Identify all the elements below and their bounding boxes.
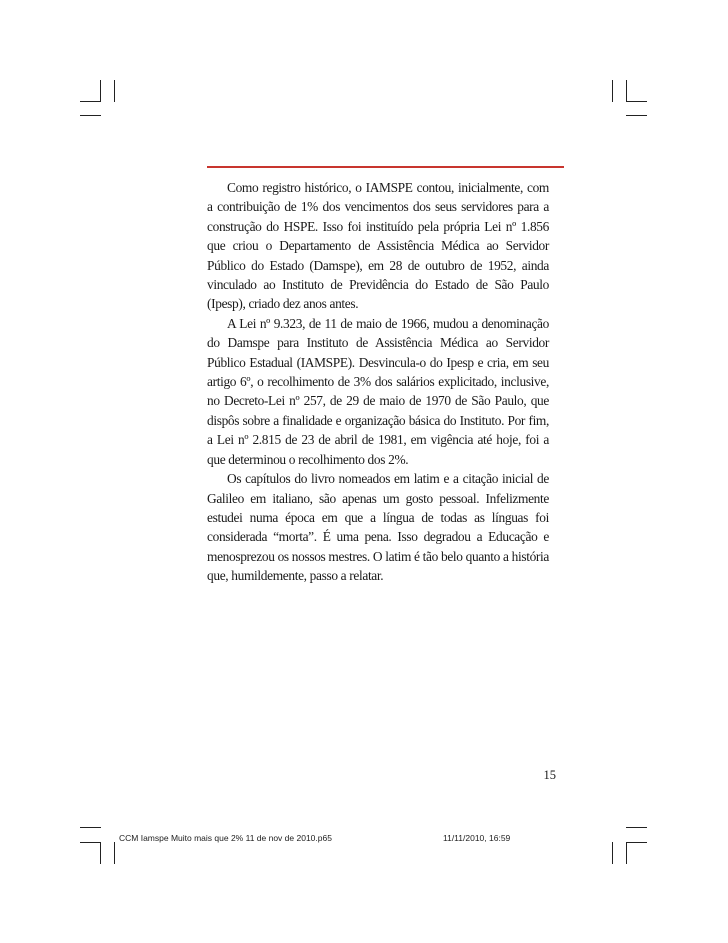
crop-mark xyxy=(626,842,627,864)
crop-mark xyxy=(626,80,627,102)
crop-mark xyxy=(626,115,647,116)
crop-mark xyxy=(626,101,647,102)
crop-mark xyxy=(114,80,115,102)
paragraph: A Lei nº 9.323, de 11 de maio de 1966, mudou a denominação do Damspe para Instituto de Assistência Médica ao Servidor Público Estadual (IAMSPE). Desvincula-o do Ipesp e cria, em seu artigo 6º, o recolhimento de 3% dos salários explicitado, inclusive, no Decreto-Lei nº 257, de 29 de maio de 1970 de São Paulo, que dispôs sobre a finalidade e organização básica do Instituto. Por fim, a Lei nº 2.815 de 23 de abril de 1981, em vigência até hoje, foi a que determinou o recolhimento dos 2%. xyxy=(207,315,549,467)
crop-mark xyxy=(612,842,613,864)
crop-mark xyxy=(80,115,101,116)
top-accent-rule xyxy=(207,166,564,168)
crop-mark xyxy=(100,80,101,102)
paragraph: Como registro histórico, o IAMSPE contou, inicialmente, com a contribuição de 1% dos vencimentos dos seus servidores para a construção do HSPE. Isso foi instituído pela própria Lei nº 1.856 que criou o Departamento de Assistência Médica ao Servidor Público do Estado (Damspe), em 28 de outubro de 1952, ainda vinculado ao Instituto de Previdência do Estado de São Paulo (Ipesp), criado dez anos antes. xyxy=(207,180,549,312)
crop-mark xyxy=(114,842,115,864)
page-number: 15 xyxy=(543,768,556,782)
footer-file-name-text: CCM Iamspe Muito mais que 2% 11 de nov de 2010.p65 xyxy=(119,833,332,843)
crop-mark xyxy=(100,842,101,864)
footer-file-name xyxy=(119,833,332,843)
body-text xyxy=(207,178,549,586)
crop-mark xyxy=(612,80,613,102)
crop-mark xyxy=(80,101,101,102)
paragraph: Os capítulos do livro nomeados em latim e a citação inicial de Galileo em italiano, são apenas um gosto pessoal. Infelizmente estudei numa época em que a língua de todas as línguas foi considerada “morta”. É uma pena. Isso degradou a Educação e menosprezou os nossos mestres. O latim é tão belo quanto a história que, humildemente, passo a relatar. xyxy=(207,471,549,584)
crop-mark xyxy=(626,827,647,828)
crop-mark xyxy=(626,842,647,843)
crop-mark xyxy=(80,827,101,828)
footer-datetime: 11/11/2010, 16:59 xyxy=(443,833,511,843)
crop-mark xyxy=(80,842,101,843)
